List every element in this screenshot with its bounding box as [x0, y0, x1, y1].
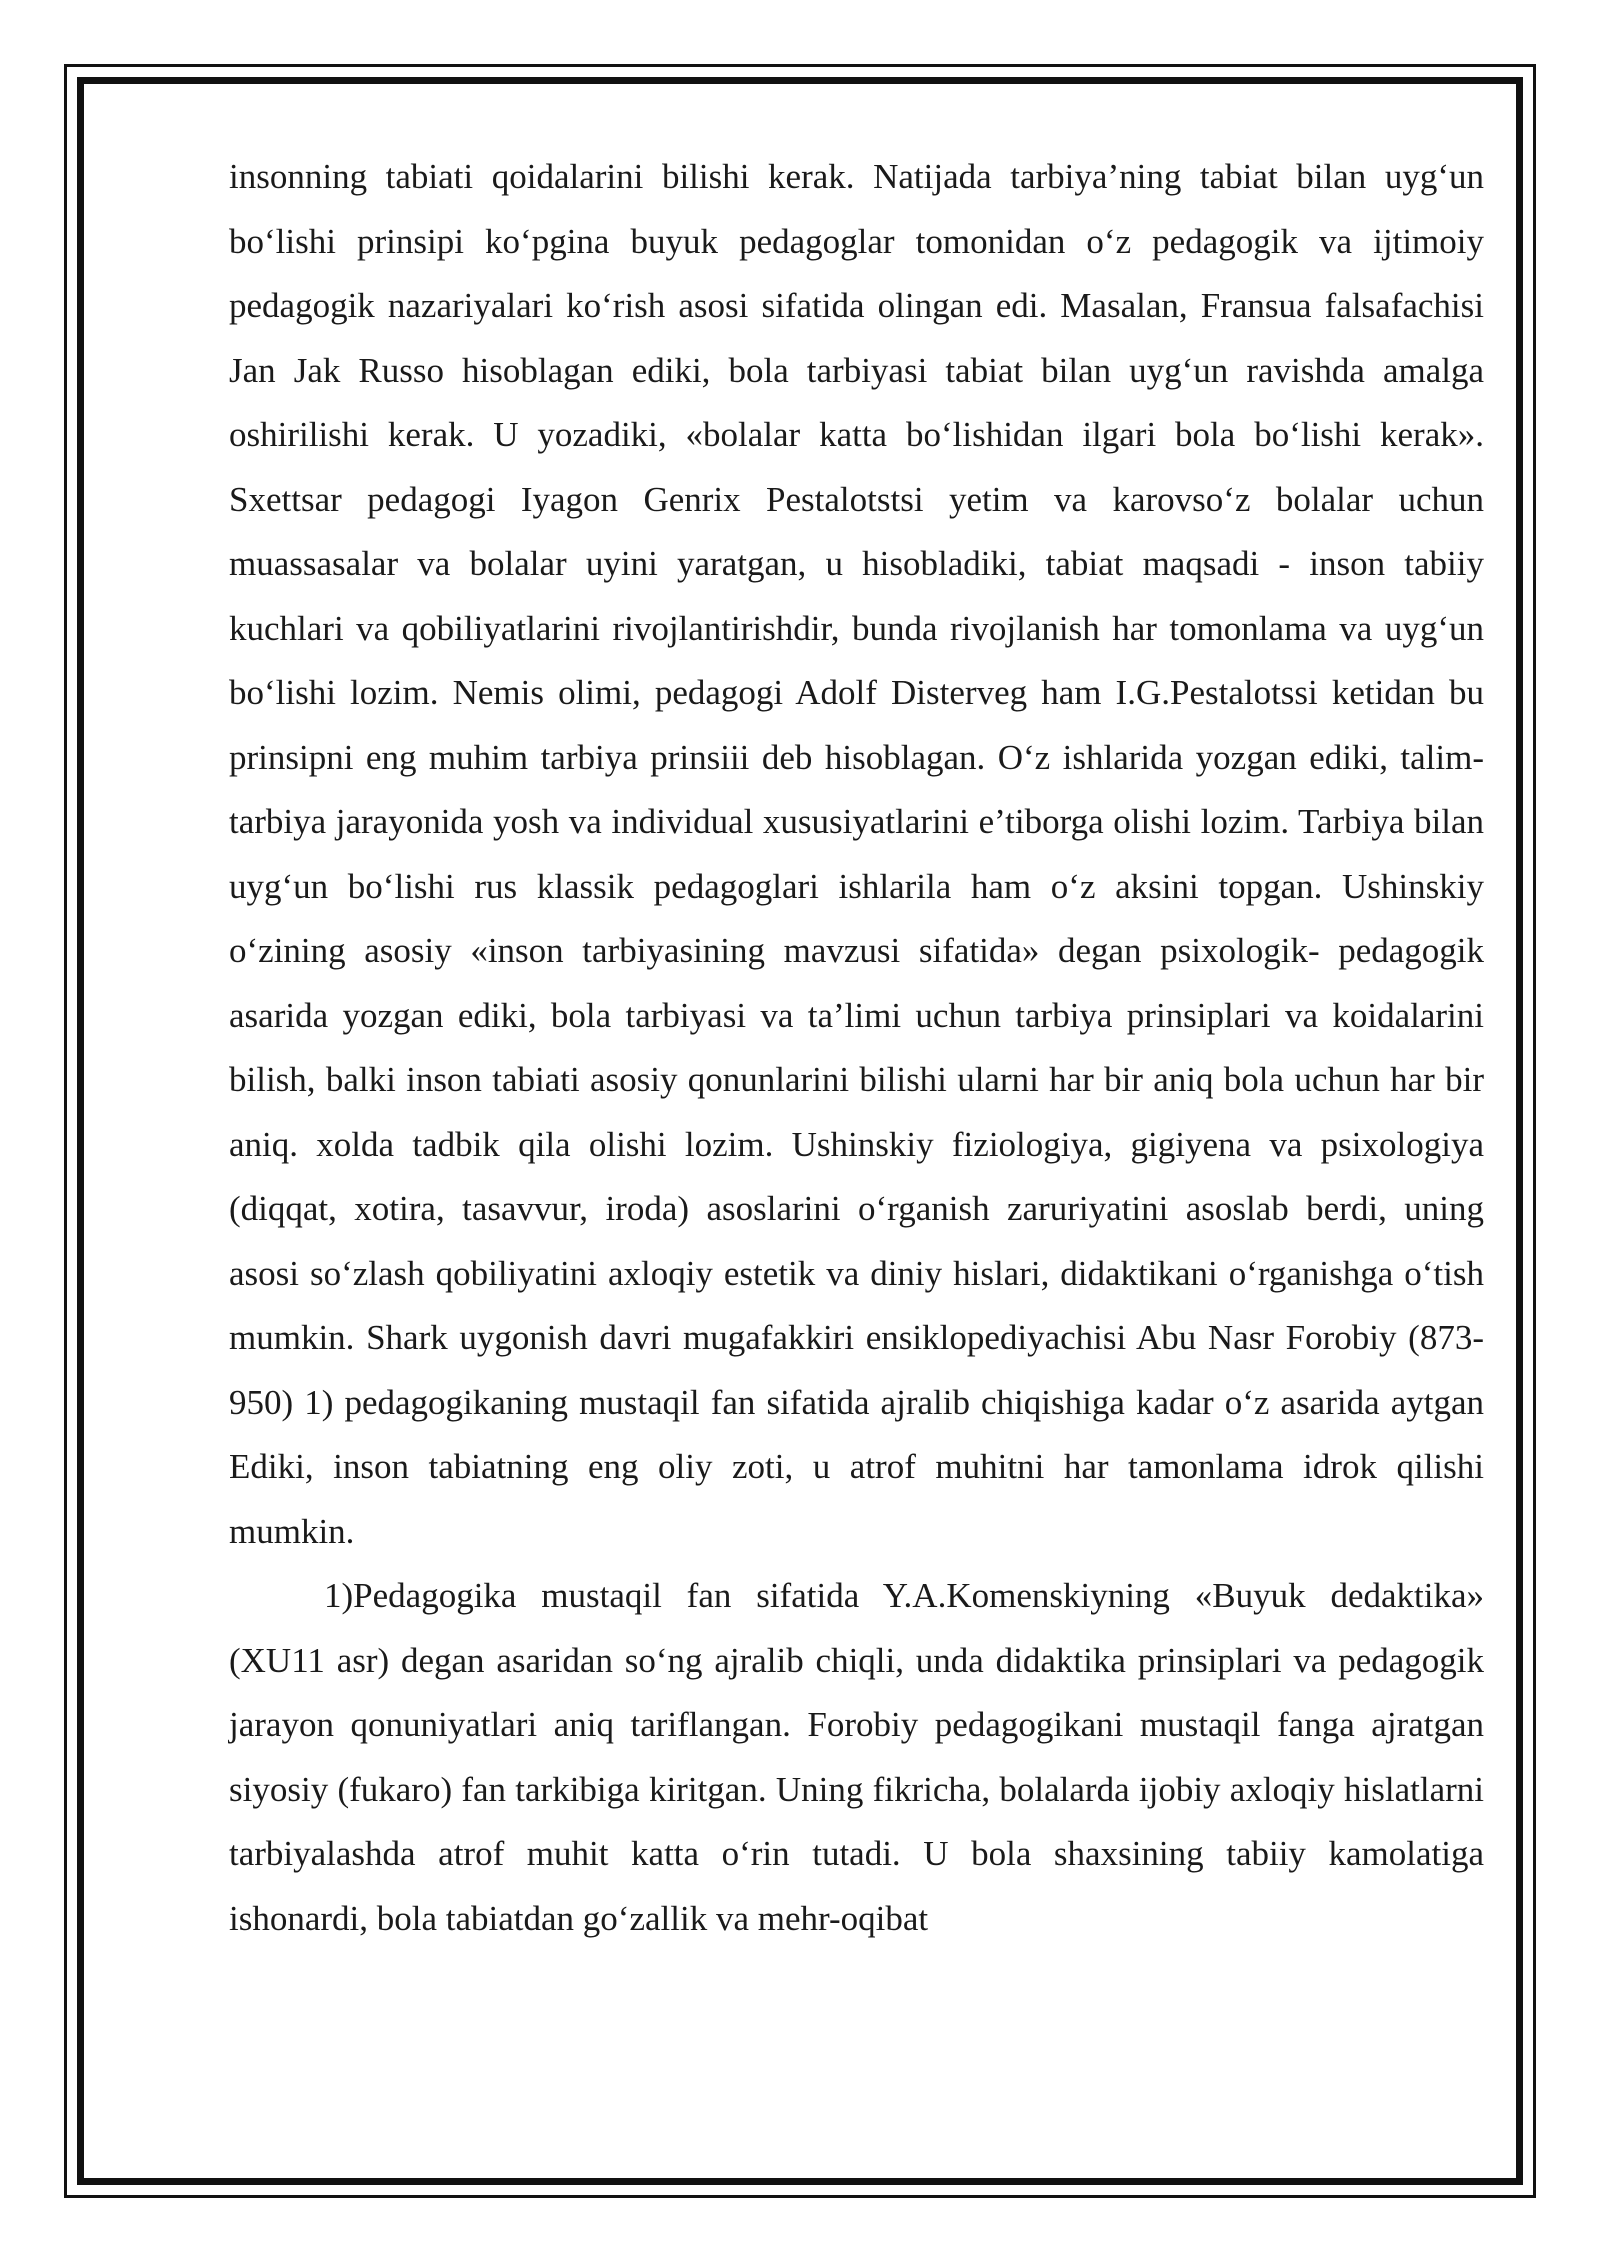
paragraph-1: insonning tabiati qoidalarini bilishi kerak. Natijada tarbiya’ning tabiat bilan uyg‘un bo‘lishi prinsipi ko‘pgina buyuk pedagoglar tomonidan o‘z pedagogik va ijtimoiy pedagogik nazariyalari ko‘rish asosi sifatida olingan edi. Masalan, Fransua falsafachisi Jan Jak Russo hisoblagan ediki, bola tarbiyasi tabiat bilan uyg‘un ravishda amalga oshirilishi kerak. U yozadiki, «bolalar katta bo‘lishidan ilgari bola bo‘lishi kerak». Sxettsar pedagogi Iyagon Genrix Pestalotstsi yetim va karovso‘z bolalar uchun muassasalar va bolalar uyini yaratgan, u hisobladiki, tabiat maqsadi - inson tabiiy kuchlari va qobiliyatlarini rivojlantirishdir, bunda rivojlanish har tomonlama va uyg‘un bo‘lishi lozim. Nemis olimi, pedagogi Adolf Disterveg ham I.G.Pestalotssi ketidan bu prinsipni eng muhim tarbiya prinsiii deb hisoblagan. O‘z ishlarida yozgan ediki, talim-tarbiya jarayonida yosh va individual xususiyatlarini e’tiborga olishi lozim. Tarbiya bilan uyg‘un bo‘lishi rus klassik pedagoglari ishlarila ham o‘z aksini topgan. Ushinskiy o‘zining asosiy «inson tarbiyasining mavzusi sifatida» degan psixologik- pedagogik asarida yozgan ediki, bola tarbiyasi va ta’limi uchun tarbiya prinsiplari va koidalarini bilish, balki inson tabiati asosiy qonunlarini bilishi ularni har bir aniq bola uchun har bir aniq. xolda tadbik qila olishi lozim. Ushinskiy fiziologiya, gigiyena va psixologiya (diqqat, xotira, tasavvur, iroda) asoslarini o‘rganish zaruriyatini asoslab berdi, uning asosi so‘zlash qobiliyatini axloqiy estetik va diniy hislari, didaktikani o‘rganishga o‘tish mumkin. Shark uygonish davri mugafakkiri ensiklopediyachisi Abu Nasr Forobiy (873-950) 1) pedagogikaning mustaqil fan sifatida ajralib chiqishiga kadar o‘z asarida aytgan Ediki, inson tabiatning eng oliy zoti, u atrof muhitni har tamonlama idrok qilishi mumkin.	[229, 157, 1484, 1551]
paragraph-2: 1)Pedagogika mustaqil fan sifatida Y.A.Komenskiyning «Buyuk dedaktika» (XU11 asr) degan asaridan so‘ng ajralib chiqli, unda didaktika prinsiplari va pedagogik jarayon qonuniyatlari aniq tariflangan. Forobiy pedagogikani mustaqil fanga ajratgan siyosiy (fukaro) fan tarkibiga kiritgan. Uning fikricha, bolalarda ijobiy axloqiy hislatlarni tarbiyalashda atrof muhit katta o‘rin tutadi. U bola shaxsining tabiiy kamolatiga ishonardi, bola tabiatdan go‘zallik va mehr-oqibat	[229, 1576, 1484, 1938]
document-body	[229, 145, 1484, 1951]
